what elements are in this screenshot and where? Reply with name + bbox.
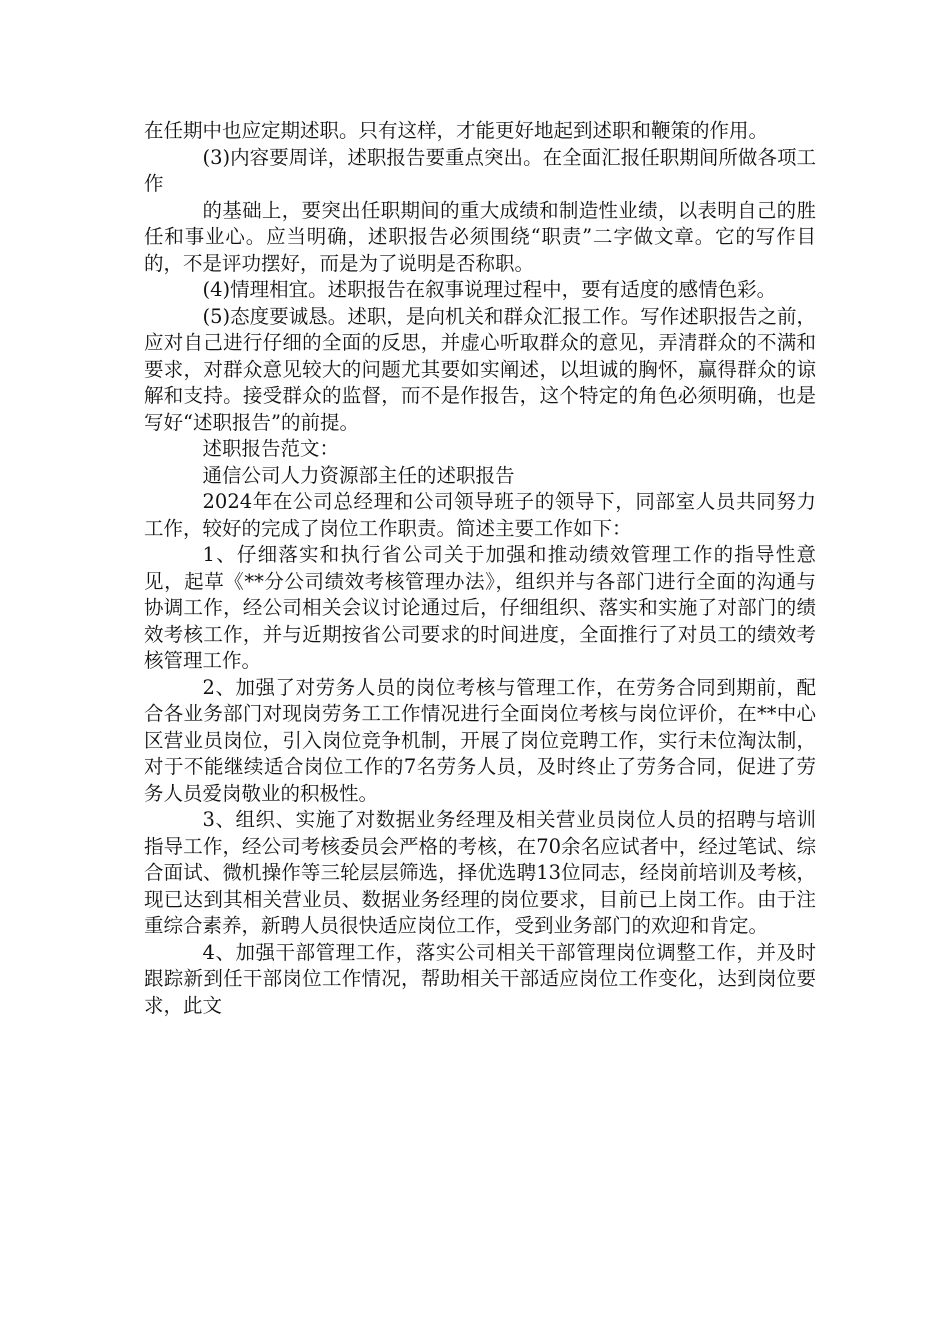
paragraph-2: (3)内容要周详，述职报告要重点突出。在全面汇报任职期间所做各项工作	[144, 145, 816, 195]
paragraph-5: (5)态度要诚恳。述职，是向机关和群众汇报工作。写作述职报告之前，应对自己进行仔细的全面的反思，并虚心听取群众的意见，弄清群众的不满和要求，对群众意见较大的问题尤其要如实阐述，以坦诚的胸怀，赢得群众的谅解和支持。接受群众的监督，而不是作报告，这个特定的角色必须明确，也是写好“述职报告”的前提。	[144, 304, 816, 434]
paragraph-1: 在任期中也应定期述职。只有这样，才能更好地起到述职和鞭策的作用。	[144, 119, 769, 142]
paragraph-intro: 2024年在公司总经理和公司领导班子的领导下，同部室人员共同努力工作，较好的完成了岗位工作职责。简述主要工作如下：	[144, 490, 816, 540]
paragraph-item-3: 3、组织、实施了对数据业务经理及相关营业员岗位人员的招聘与培训指导工作，经公司考核委员会严格的考核，在70余名应试者中，经过笔试、综合面试、微机操作等三轮层层筛选，择优选聘13位同志，经岗前培训及考核，现已达到其相关营业员、数据业务经理的岗位要求，目前已上岗工作。由于注重综合素养，新聘人员很快适应岗位工作，受到业务部门的欢迎和肯定。	[144, 808, 816, 937]
paragraph-item-1: 1、仔细落实和执行省公司关于加强和推动绩效管理工作的指导性意见，起草《**分公司绩效考核管理办法》，组织并与各部门进行全面的沟通与协调工作，经公司相关会议讨论通过后，仔细组织、落实和实施了对部门的绩效考核工作，并与近期按省公司要求的时间进度，全面推行了对员工的绩效考核管理工作。	[144, 543, 816, 672]
paragraph-item-2: 2、加强了对劳务人员的岗位考核与管理工作，在劳务合同到期前，配合各业务部门对现岗劳务工工作情况进行全面岗位考核与岗位评价，在**中心区营业员岗位，引入岗位竞争机制，开展了岗位竞聘工作，实行未位淘汰制，对于不能继续适合岗位工作的7名劳务人员，及时终止了劳务合同，促进了劳务人员爱岗敬业的积极性。	[144, 675, 816, 805]
document-body	[144, 118, 816, 1019]
paragraph-item-4: 4、加强干部管理工作，落实公司相关干部管理岗位调整工作，并及时跟踪新到任干部岗位工作情况，帮助相关干部适应岗位工作变化，达到岗位要求，此文	[144, 940, 816, 1017]
paragraph-4: (4)情理相宜。述职报告在叙事说理过程中，要有适度的感情色彩。	[202, 278, 777, 301]
sample-heading: 述职报告范文：	[202, 437, 340, 460]
paragraph-3: 的基础上，要突出任职期间的重大成绩和制造性业绩，以表明自己的胜任和事业心。应当明确，述职报告必须围绕“职责”二字做文章。它的写作目的，不是评功摆好，而是为了说明是否称职。	[144, 198, 816, 275]
report-title: 通信公司人力资源部主任的述职报告	[202, 463, 515, 487]
